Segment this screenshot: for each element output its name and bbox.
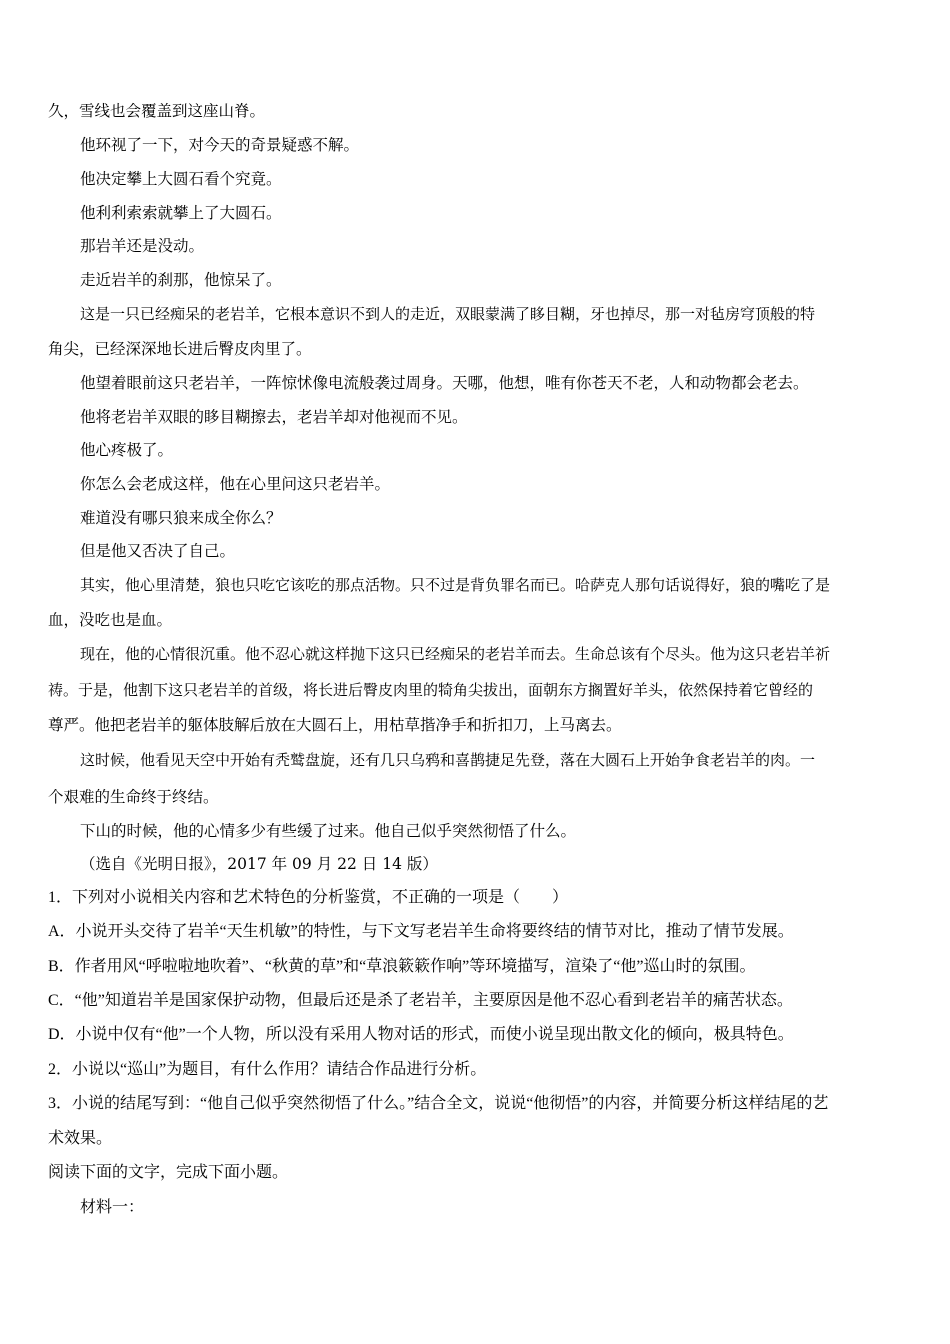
question-2: 2．小说以“巡山”为题目，有什么作用？请结合作品进行分析。 xyxy=(48,1061,487,1078)
story-line: 但是他又否决了自己。 xyxy=(80,542,236,560)
story-line: 角尖，已经深深地长进后臀皮肉里了。 xyxy=(48,340,312,358)
material-label: 材料一： xyxy=(80,1199,145,1216)
story-line: 下山的时候，他的心情多少有些缓了过来。他自己似乎突然彻悟了什么。 xyxy=(80,822,577,840)
story-line: 他环视了一下，对今天的奇景疑惑不解。 xyxy=(80,136,360,154)
story-line: 久，雪线也会覆盖到这座山脊。 xyxy=(48,102,266,120)
story-line: 这时候，他看见天空中开始有秃鹫盘旋，还有几只乌鸦和喜鹊捷足先登，落在大圆石上开始争食老岩羊的肉。一 xyxy=(80,751,816,769)
option-c: C．“他”知道岩羊是国家保护动物，但最后还是杀了老岩羊，主要原因是他不忍心看到老岩羊的痛苦状态。 xyxy=(48,992,793,1009)
story-line: 尊严。他把老岩羊的躯体肢解后放在大圆石上，用枯草揩净手和折扣刀，上马离去。 xyxy=(48,716,622,734)
story-line: 你怎么会老成这样，他在心里问这只老岩羊。 xyxy=(80,475,391,493)
story-line: 走近岩羊的刹那，他惊呆了。 xyxy=(80,271,282,289)
source-citation: （选自《光明日报》，2017 年 09 月 22 日 14 版） xyxy=(80,855,438,873)
question-1: 1．下列对小说相关内容和艺术特色的分析鉴赏，不正确的一项是（ ） xyxy=(48,889,569,906)
story-line: 个艰难的生命终于终结。 xyxy=(48,788,219,806)
question-3-cont: 术效果。 xyxy=(48,1130,113,1147)
story-line: 血，没吃也是血。 xyxy=(48,611,173,629)
story-line: 他利利索索就攀上了大圆石。 xyxy=(80,204,282,222)
story-line: 其实，他心里清楚，狼也只吃它该吃的那点活物。只不过是背负罪名而已。哈萨克人那句话说得好，狼的嘴吃了是 xyxy=(80,576,831,594)
story-line: 他决定攀上大圆石看个究竟。 xyxy=(80,170,282,188)
story-line: 难道没有哪只狼来成全你么？ xyxy=(80,509,282,527)
story-line: 这是一只已经痴呆的老岩羊，它根本意识不到人的走近，双眼蒙满了眵目糊，牙也掉尽，那一对毡房穹顶般的特 xyxy=(80,305,816,323)
section-instruction: 阅读下面的文字，完成下面小题。 xyxy=(48,1164,289,1181)
question-3: 3．小说的结尾写到：“他自己似乎突然彻悟了什么。”结合全文，说说“他彻悟”的内容，并简要分析这样结尾的艺 xyxy=(48,1095,829,1112)
option-a: A．小说开头交待了岩羊“天生机敏”的特性，与下文写老岩羊生命将要终结的情节对比，推动了情节发展。 xyxy=(48,923,794,940)
story-line: 他心疼极了。 xyxy=(80,441,174,459)
option-d: D．小说中仅有“他”一个人物，所以没有采用人物对话的形式，而使小说呈现出散文化的倾向，极具特色。 xyxy=(48,1026,794,1043)
story-line: 祷。于是，他割下这只老岩羊的首级，将长进后臀皮肉里的犄角尖拔出，面朝东方搁置好羊头，依然保持着它曾经的 xyxy=(48,681,814,699)
story-line: 现在，他的心情很沉重。他不忍心就这样抛下这只已经痴呆的老岩羊而去。生命总该有个尽头。他为这只老岩羊祈 xyxy=(80,645,831,663)
option-b: B．作者用风“呼啦啦地吹着”、“秋黄的草”和“草浪簌簌作响”等环境描写，渲染了“他”巡山时的氛围。 xyxy=(48,958,756,975)
story-line: 他望着眼前这只老岩羊，一阵惊怵像电流般袭过周身。天哪，他想，唯有你苍天不老，人和动物都会老去。 xyxy=(80,374,809,392)
story-line: 他将老岩羊双眼的眵目糊擦去，老岩羊却对他视而不见。 xyxy=(80,408,468,426)
story-line: 那岩羊还是没动。 xyxy=(80,237,205,255)
